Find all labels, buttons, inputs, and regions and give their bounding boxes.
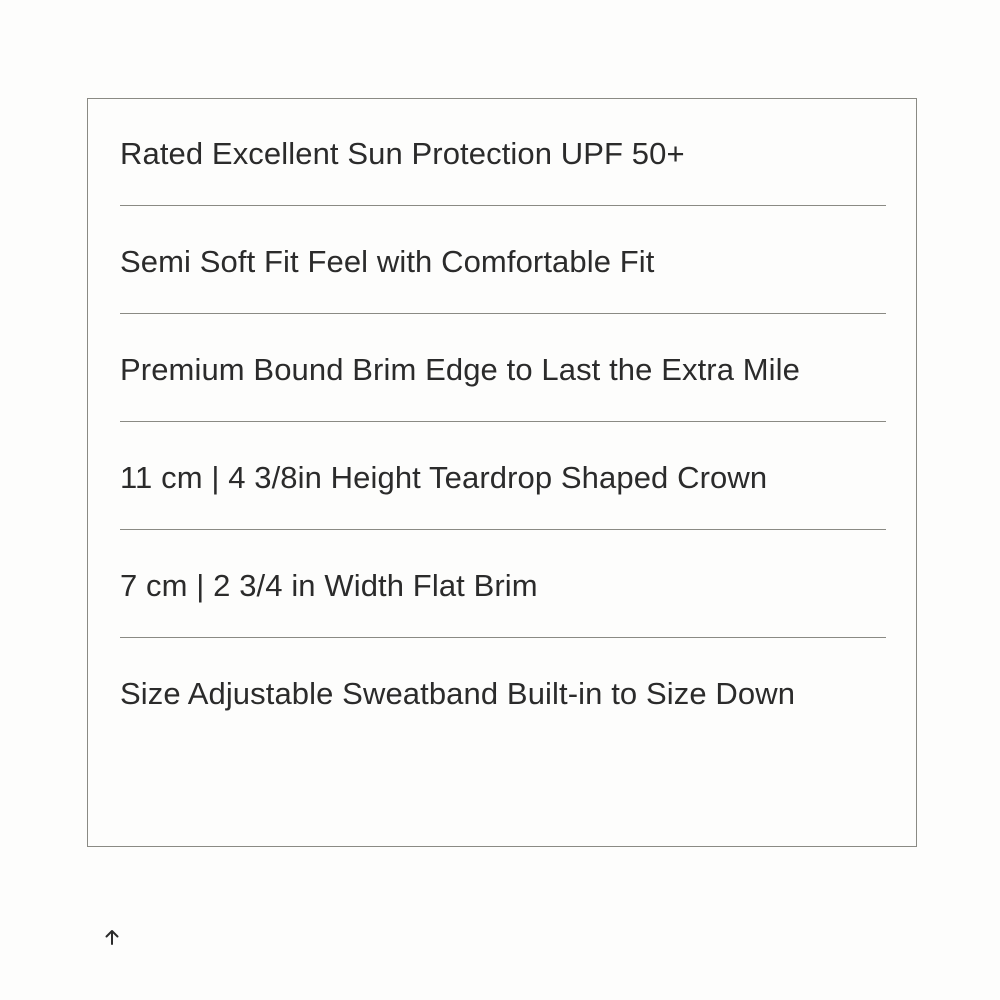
product-features-list	[120, 98, 886, 745]
feature-item-fit: Semi Soft Fit Feel with Comfortable Fit	[120, 206, 886, 314]
feature-item-sweatband: Size Adjustable Sweatband Built-in to Size Down	[120, 676, 796, 711]
feature-item-brim-edge: Premium Bound Brim Edge to Last the Extra Mile	[120, 314, 886, 422]
feature-item-crown-height: 11 cm | 4 3/8in Height Teardrop Shaped Crown	[120, 422, 886, 530]
feature-item-brim-width: 7 cm | 2 3/4 in Width Flat Brim	[120, 530, 886, 638]
arrow-up-icon	[100, 925, 124, 949]
feature-item-upf: Rated Excellent Sun Protection UPF 50+	[120, 98, 886, 206]
back-to-top-button[interactable]	[100, 925, 124, 949]
